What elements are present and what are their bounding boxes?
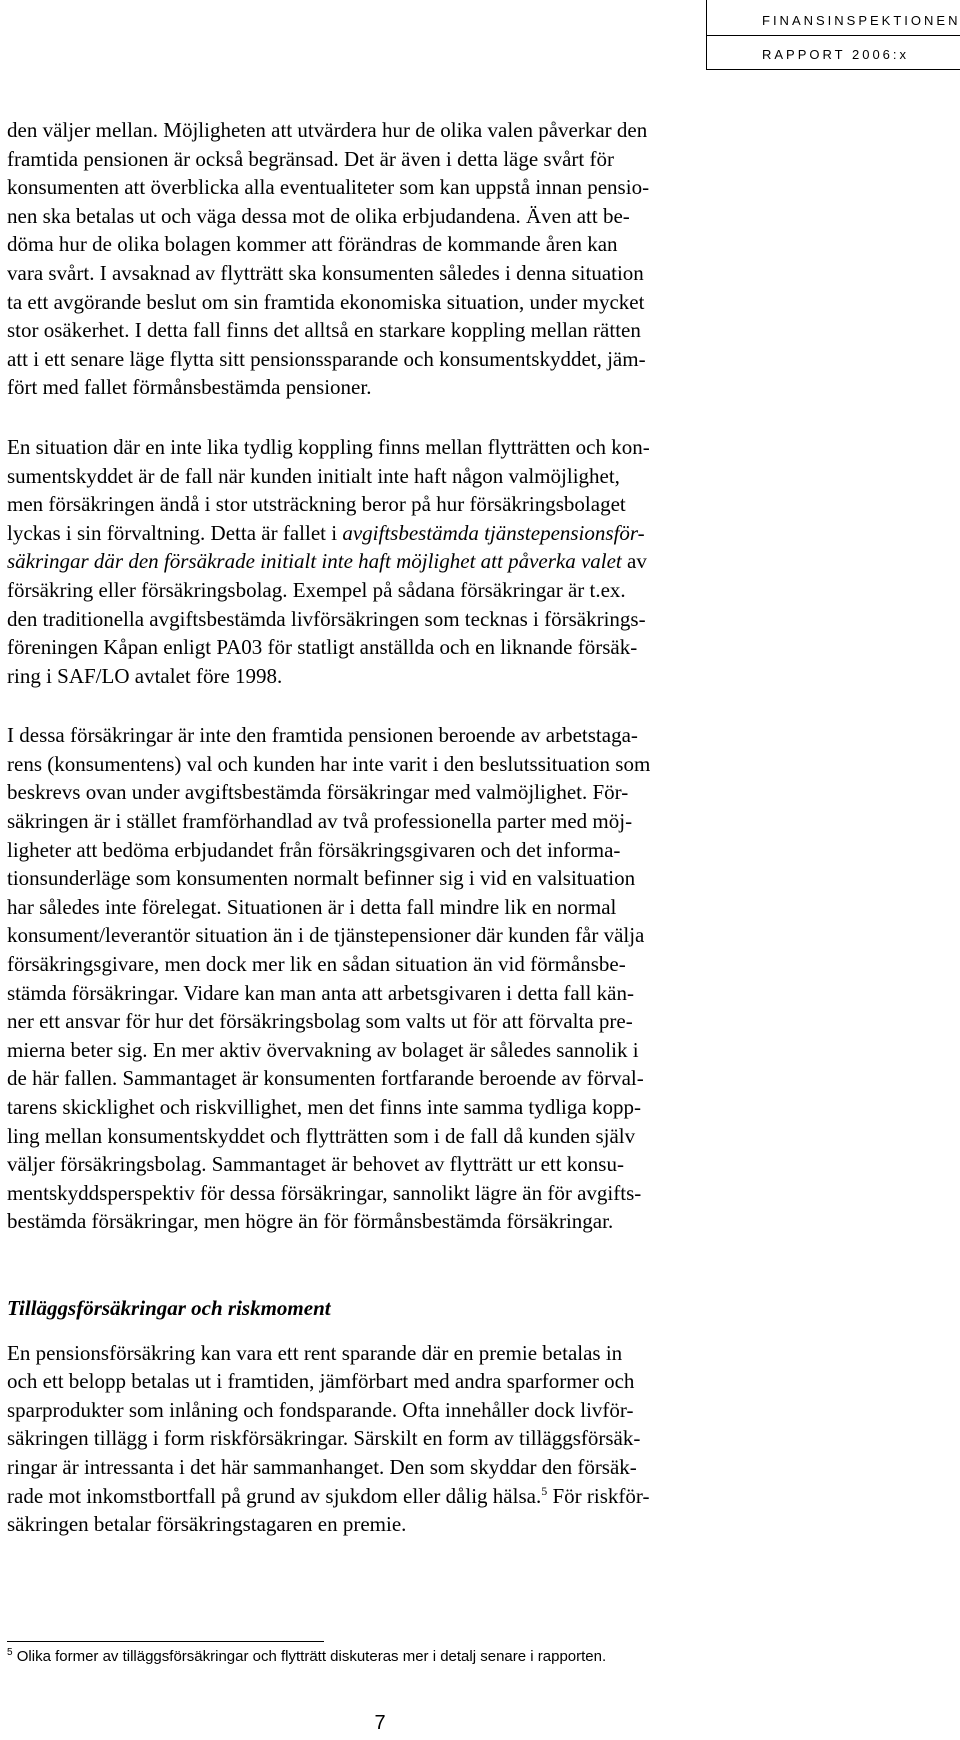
text-line [7,1482,757,1511]
paragraph-4 [7,1339,757,1539]
text-line [7,547,757,576]
text-line: ling mellan konsumentskyddet och flytträtten som i de fall då kunden själv [7,1123,636,1148]
text-line: stämda försäkringar. Vidare kan man anta att arbetsgivaren i detta fall kän- [7,980,634,1005]
emphasis-text: avgiftsbestämda tjänstepensionsför- [342,520,645,545]
text-line: rens (konsumentens) val och kunden har inte varit i den beslutssituation som [7,751,651,776]
text-line: sparprodukter som inlåning och fondsparande. Ofta innehåller dock livför- [7,1397,634,1422]
text-line: väljer försäkringsbolag. Sammantaget är behovet av flytträtt ur ett konsu- [7,1152,624,1177]
text-line: framtida pensionen är också begränsad. Det är även i detta läge svårt för [7,146,614,171]
text-line: tionsunderläge som konsumenten normalt befinner sig i vid en valsituation [7,866,636,891]
header-report-label: RAPPORT 2006:x [762,47,910,62]
text-line: ligheter att bedöma erbjudandet från försäkringsgivaren och det informa- [7,837,621,862]
text-line: En pensionsförsäkring kan vara ett rent sparande där en premie betalas in [7,1340,623,1365]
running-header [706,0,960,70]
text-line: att i ett senare läge flytta sitt pensionssparande och konsumentskyddet, jäm- [7,346,646,371]
text-line: ringar är intressanta i det här sammanhanget. Den som skyddar den försäk- [7,1454,637,1479]
text-line: döma hur de olika bolagen kommer att förändras de kommande åren kan [7,232,618,257]
text-run: rade mot inkomstbortfall på grund av sjukdom eller dålig hälsa. [7,1483,542,1508]
text-line: föreningen Kåpan enligt PA03 för statligt anställda och en liknande försäk- [7,635,638,660]
footnote-number: 5 [7,1647,13,1658]
text-line: försäkringsgivare, men dock mer lik en sådan situation än vid förmånsbe- [7,952,626,977]
paragraph-1 [7,116,757,402]
footnote-reference[interactable]: 5 [541,1483,548,1498]
body-text [7,116,757,1570]
text-run: av [621,549,647,574]
text-line: den väljer mellan. Möjligheten att utvärdera hur de olika valen påverkar den [7,118,648,142]
text-line: försäkring eller försäkringsbolag. Exempel på sådana försäkringar är t.ex. [7,577,626,602]
text-line: och ett belopp betalas ut i framtiden, jämförbart med andra sparformer och [7,1369,635,1394]
text-line: konsumenten att överblicka alla eventualiteter som kan uppstå innan pensio- [7,175,650,200]
text-line: nen ska betalas ut och väga dessa mot de olika erbjudandena. Även att be- [7,203,630,228]
text-line: den traditionella avgiftsbestämda livförsäkringen som tecknas i försäkrings- [7,606,646,631]
text-run: lyckas i sin förvaltning. Detta är fallet i [7,520,343,545]
text-line: bestämda försäkringar, men högre än för förmånsbestämda försäkringar. [7,1209,614,1234]
text-line: tarens skicklighet och riskvillighet, men det finns inte samma tydliga kopp- [7,1095,641,1119]
text-line: men försäkringen ändå i stor utsträckning beror på hur försäkringsbolaget [7,492,626,517]
text-line: har således inte förelegat. Situationen är i detta fall mindre lik en normal [7,894,617,919]
footnote-divider [7,1641,324,1642]
text-line: säkringen tillägg i form riskförsäkringar. Särskilt en form av tilläggsförsäk- [7,1426,641,1451]
text-line: säkringen är i stället framförhandlad av två professionella parter med möj- [7,809,633,834]
page-number: 7 [374,1712,386,1734]
paragraph-2 [7,433,757,690]
text-line: stor osäkerhet. I detta fall finns det alltså en starkare koppling mellan rätten [7,318,641,343]
paragraph-3 [7,721,757,1236]
text-line: konsument/leverantör situation än i de tjänstepensioner där kunden får välja [7,923,645,948]
section-heading: Tilläggsförsäkringar och riskmoment [7,1295,331,1320]
text-line: mierna beter sig. En mer aktiv övervakning av bolaget är således sannolik i [7,1037,639,1062]
text-line: vara svårt. I avsaknad av flytträtt ska konsumenten således i denna situation [7,260,644,285]
text-run: För riskför- [547,1483,650,1508]
text-line: ta ett avgörande beslut om sin framtida ekonomiska situation, under mycket [7,289,645,314]
emphasis-text: säkringar där den försäkrade initialt inte haft möjlighet att påverka valet [7,549,622,574]
header-organization: FINANSINSPEKTIONEN [762,13,960,28]
footnote [7,1648,606,1665]
text-line: fört med fallet förmånsbestämda pensioner. [7,375,372,400]
text-line: I dessa försäkringar är inte den framtida pensionen beroende av arbetstaga- [7,723,638,748]
text-line: mentskyddsperspektiv för dessa försäkringar, sannolikt lägre än för avgifts- [7,1180,642,1205]
text-line: säkringen betalar försäkringstagaren en premie. [7,1512,407,1537]
text-line: ring i SAF/LO avtalet före 1998. [7,663,283,688]
text-line: sumentskyddet är de fall när kunden initialt inte haft någon valmöjlighet, [7,463,620,488]
text-line: En situation där en inte lika tydlig koppling finns mellan flytträtten och kon- [7,434,650,459]
footnote-text: Olika former av tilläggsförsäkringar och flytträtt diskuteras mer i detalj senare i rapporten. [12,1648,607,1665]
text-line: ner ett ansvar för hur det försäkringsbolag som valts ut för att förvalta pre- [7,1009,633,1034]
text-line [7,519,757,548]
text-line: beskrevs ovan under avgiftsbestämda försäkringar med valmöjlighet. För- [7,780,629,805]
header-org-cell [707,0,960,36]
text-line: de här fallen. Sammantaget är konsumenten fortfarande beroende av förval- [7,1066,644,1091]
